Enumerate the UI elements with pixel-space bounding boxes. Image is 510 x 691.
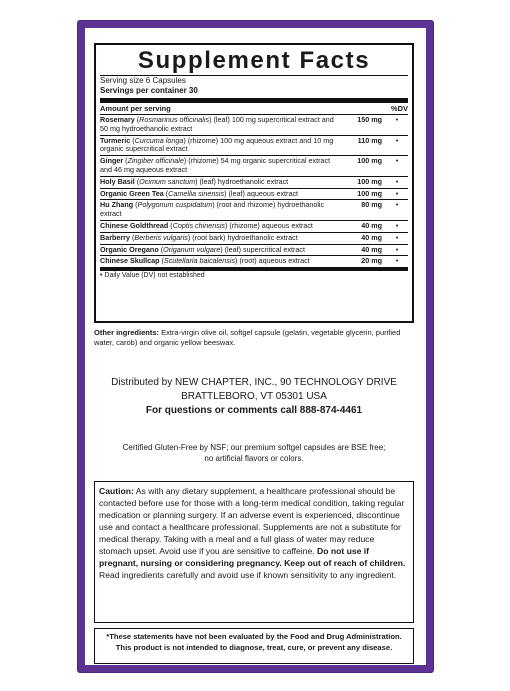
- distributor-block: [94, 376, 414, 418]
- ingredient-name-cell: Holy Basil (Ocimum sanctum) (leaf) hydroethanolic extract: [100, 176, 289, 186]
- caution-box: [94, 481, 414, 623]
- ingredient-dv: •: [395, 244, 399, 254]
- caution-label: Caution:: [99, 486, 134, 496]
- ingredient-name: Chinese Skullcap: [100, 256, 160, 266]
- ingredient-desc: (leaf) aqueous extract: [226, 188, 299, 198]
- other-ingredients-text: Extra-virgin olive oil, softgel capsule (gelatin, vegetable glycerin, purified water, carob) and organic yellow beeswax.: [94, 328, 401, 347]
- ingredient-name-cell: Organic Green Tea (Camellia sinensis) (leaf) aqueous extract: [100, 188, 299, 198]
- caution-text1: As with any dietary supplement, a healthcare professional should be contacted before use for those with a long-term medical condition, taking regular medication or planning surgery. If an adverse event is experienced, discontinue use and contact a healthcare professional. Supplements are not a substitute for medical therapy. Taking with a meal and a full glass of water may reduce stomach upset. Avoid use if you are sensitive to caffeine.: [99, 486, 405, 556]
- distributor-line1: Distributed by NEW CHAPTER, INC., 90 TECHNOLOGY DRIVE: [111, 377, 397, 388]
- ingredient-latin: Origanum vulgare: [163, 244, 221, 254]
- caution-bold: Do not use if pregnant, nursing or considering pregnancy. Keep out of reach of children.: [99, 546, 406, 568]
- ingredient-row: [100, 177, 408, 189]
- ingredient-amount: 100 mg: [357, 188, 382, 198]
- ingredient-name-cell: Chinese Goldthread (Coptis chinensis) (rhizome) aqueous extract: [100, 220, 313, 230]
- ingredient-dv: •: [395, 232, 399, 242]
- ingredient-desc: (rhizome) 54 mg organic supercritical extract and 46 mg aqueous extract: [100, 156, 331, 174]
- ingredient-row: [100, 156, 408, 177]
- ingredient-name: Barberry: [100, 232, 130, 242]
- amount-header-row: [100, 103, 408, 115]
- contact-line: For questions or comments call 888-874-4461: [145, 405, 363, 416]
- ingredient-amount: 20 mg: [361, 256, 382, 266]
- ingredient-name: Organic Green Tea: [100, 188, 164, 198]
- ingredient-dv: •: [395, 115, 399, 124]
- ingredient-row: [100, 115, 408, 136]
- ingredient-amount: 100 mg: [357, 156, 382, 166]
- other-ingredients: [94, 328, 414, 348]
- ingredient-name-cell: Chinese Skullcap (Scutellaria baicalensis) (root) aqueous extract: [100, 256, 310, 266]
- ingredient-latin: Berberis vulgaris: [134, 232, 188, 242]
- supplement-facts-box: [94, 43, 414, 323]
- ingredient-latin: Zingiber officinale: [127, 156, 184, 166]
- ingredient-row: [100, 189, 408, 201]
- servings-per-container: Servings per container 30: [100, 86, 198, 95]
- ingredient-desc: (leaf) hydroethanolic extract: [197, 176, 289, 186]
- certification-block: [94, 442, 414, 464]
- ingredient-desc: (root bark) hydroethanolic extract: [190, 232, 298, 242]
- ingredient-name: Holy Basil: [100, 176, 135, 186]
- fda-line2: This product is not intended to diagnose, treat, cure, or prevent any disease.: [115, 642, 393, 652]
- ingredient-latin: Ocimum sanctum: [139, 176, 196, 186]
- ingredient-dv: •: [395, 188, 399, 198]
- ingredient-latin: Rosmarinus officinalis: [139, 115, 210, 124]
- serving-size: Serving size 6 Capsules: [100, 76, 186, 85]
- ingredient-name: Organic Oregano: [100, 244, 159, 254]
- ingredient-name: Turmeric: [100, 135, 131, 145]
- ingredient-amount: 150 mg: [357, 115, 382, 124]
- ingredient-name-cell: Ginger (Zingiber officinale) (rhizome) 54 mg organic supercritical extract and 46 mg aqueous extract: [100, 156, 331, 174]
- ingredient-name-cell: Hu Zhang (Polygonum cuspidatum) (root and rhizome) hydroethanolic extract: [100, 200, 325, 219]
- ingredient-dv: •: [395, 200, 399, 210]
- ingredient-desc: (leaf) 100 mg supercritical extract and 50 mg hydroethanolic extract: [100, 115, 334, 133]
- certification-line2: no artificial flavors or colors.: [204, 454, 304, 463]
- ingredient-desc: (root and rhizome) hydroethanolic extract: [100, 200, 325, 219]
- ingredient-name: Hu Zhang: [100, 200, 134, 210]
- ingredient-row: [100, 233, 408, 245]
- ingredient-name: Rosemary: [100, 115, 135, 124]
- ingredient-name: Chinese Goldthread: [100, 220, 169, 230]
- ingredient-dv: •: [395, 135, 399, 145]
- ingredient-desc: (rhizome) 100 mg aqueous extract and 10 mg organic supercritical extract: [100, 135, 334, 154]
- ingredient-amount: 100 mg: [357, 176, 382, 186]
- fda-disclaimer-box: [94, 628, 414, 664]
- ingredient-dv: •: [395, 220, 399, 230]
- amount-header: Amount per serving: [100, 104, 171, 113]
- ingredient-row: [100, 245, 408, 257]
- ingredient-latin: Coptis chinensis: [172, 220, 226, 230]
- ingredient-name-cell: Turmeric (Curcuma longa) (rhizome) 100 mg aqueous extract and 10 mg organic supercritical extract: [100, 135, 334, 154]
- dv-header: %DV: [390, 104, 408, 113]
- ingredient-row: [100, 256, 408, 267]
- dv-footnote: • Daily Value (DV) not established: [100, 272, 205, 280]
- ingredient-latin: Polygonum cuspidatum: [137, 200, 213, 210]
- ingredient-dv: •: [395, 256, 399, 266]
- ingredient-amount: 110 mg: [357, 135, 382, 145]
- ingredient-latin: Camellia sinensis: [168, 188, 225, 198]
- caution-text2: Read ingredients carefully and avoid use if known sensitivity to any ingredient.: [99, 570, 397, 580]
- ingredient-amount: 80 mg: [361, 200, 382, 210]
- ingredient-latin: Curcuma longa: [134, 135, 184, 145]
- fda-line1: *These statements have not been evaluated by the Food and Drug Administration.: [106, 632, 402, 641]
- ingredient-name-cell: Barberry (Berberis vulgaris) (root bark) hydroethanolic extract: [100, 232, 298, 242]
- ingredient-amount: 40 mg: [361, 220, 382, 230]
- other-ingredients-label: Other ingredients:: [94, 328, 160, 337]
- ingredient-desc: (leaf) supercritical extract: [222, 244, 305, 254]
- certification-line1: Certified Gluten-Free by NSF; our premium softgel capsules are BSE free;: [122, 443, 386, 452]
- ingredient-list: [100, 115, 408, 267]
- label-inner: [85, 28, 426, 665]
- facts-title: Supplement Facts: [137, 47, 371, 74]
- label-panel: [77, 20, 434, 673]
- ingredient-desc: (rhizome) aqueous extract: [227, 220, 313, 230]
- ingredient-desc: (root) aqueous extract: [237, 256, 310, 266]
- ingredient-amount: 40 mg: [361, 244, 382, 254]
- ingredient-dv: •: [395, 176, 399, 186]
- ingredient-latin: Scutellaria baicalensis: [163, 256, 236, 266]
- ingredient-dv: •: [395, 156, 399, 166]
- ingredient-name-cell: Rosemary (Rosmarinus officinalis) (leaf) 100 mg supercritical extract and 50 mg hydroethanolic extract: [100, 115, 334, 133]
- ingredient-amount: 40 mg: [361, 232, 382, 242]
- distributor-line2: BRATTLEBORO, VT 05301 USA: [181, 391, 327, 402]
- ingredient-name: Ginger: [100, 156, 124, 166]
- ingredient-name-cell: Organic Oregano (Origanum vulgare) (leaf) supercritical extract: [100, 244, 305, 254]
- ingredient-row: [100, 221, 408, 233]
- ingredient-row: [100, 136, 408, 157]
- ingredient-row: [100, 200, 408, 221]
